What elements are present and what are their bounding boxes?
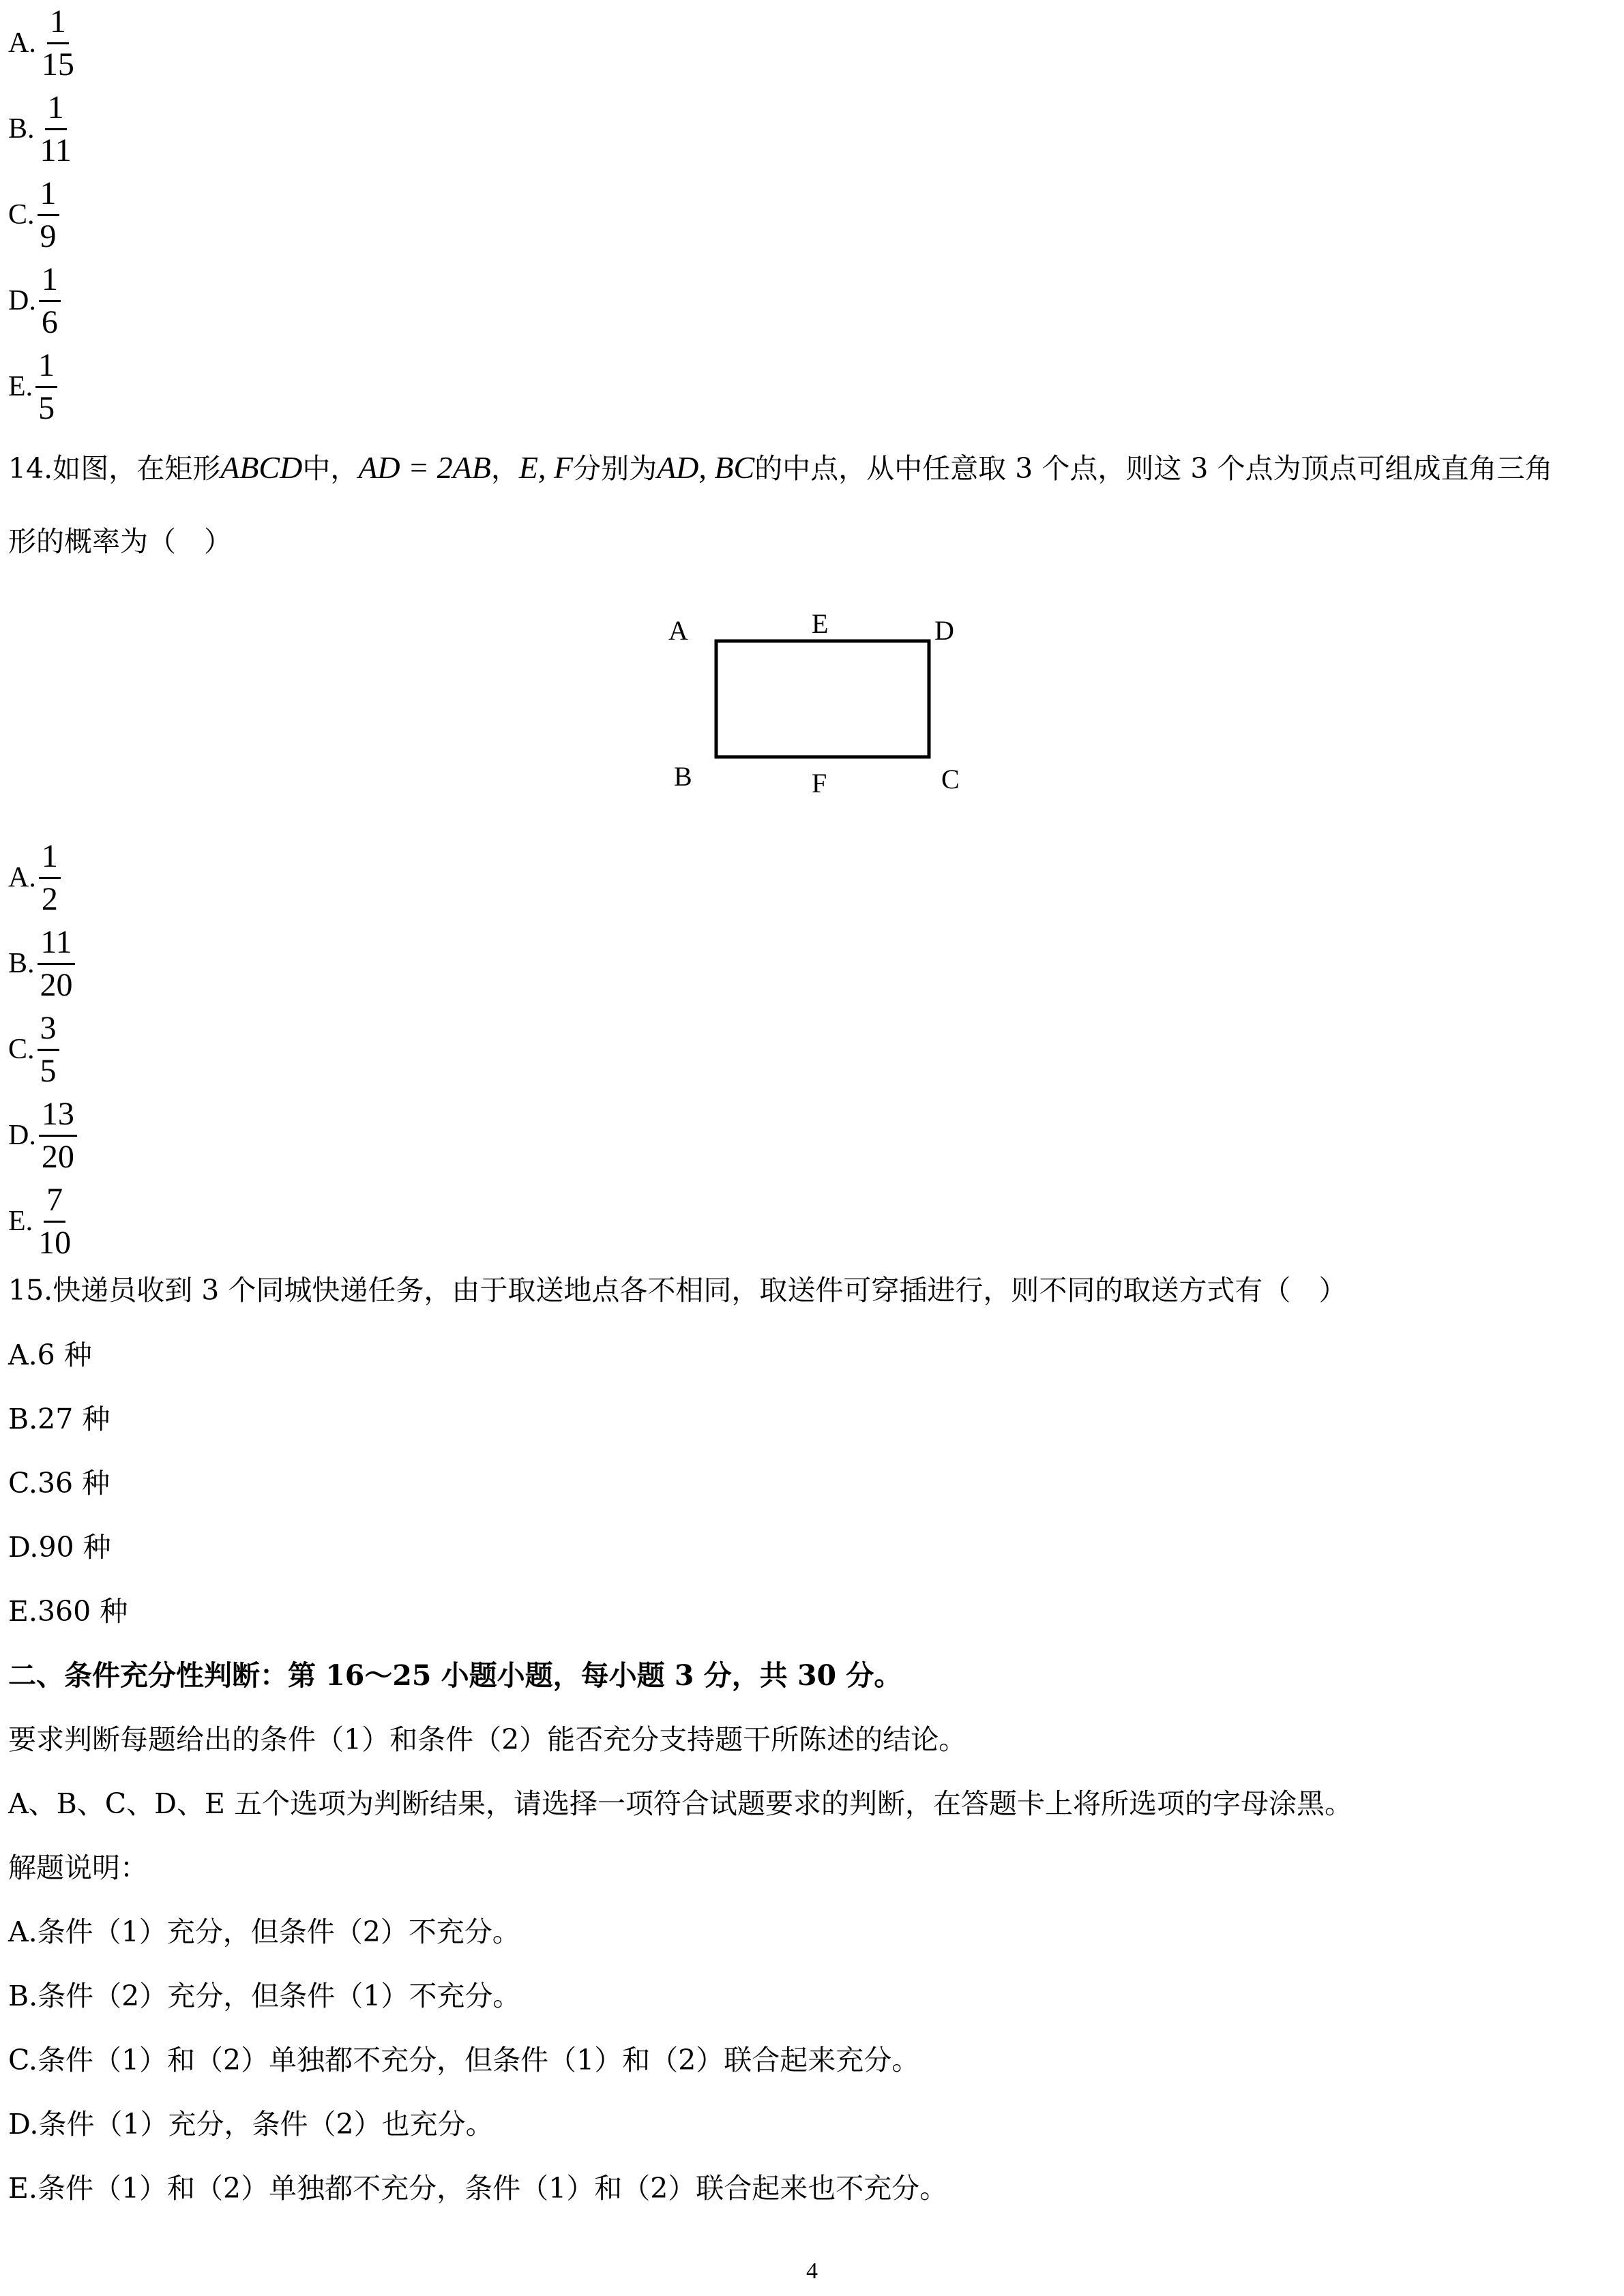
q15-stem: 15.快递员收到 3 个同城快递任务，由于取送地点各不相同，取送件可穿插进行，则不同的取送方式有（ ）: [8, 1274, 1347, 1307]
section2-choose: A、B、C、D、E 五个选项为判断结果，请选择一项符合试题要求的判断，在答题卡上将所选项的字母涂黑。: [8, 1787, 1353, 1820]
fraction: [39, 837, 61, 917]
vertex-label-b: B: [674, 761, 692, 792]
fraction: [39, 1095, 77, 1175]
q14-text-3: ，: [490, 452, 519, 485]
fraction: [38, 91, 74, 167]
denominator: 20: [40, 966, 73, 1003]
numerator: 1: [45, 91, 67, 130]
numerator: 3: [38, 1012, 59, 1051]
fraction: [35, 346, 57, 426]
numerator: 13: [39, 1098, 77, 1137]
section2-heading: 二、条件充分性判断：第 16～25 小题小题，每小题 3 分，共 30 分。: [8, 1659, 902, 1692]
option-label: C.: [8, 1034, 35, 1065]
option-label: D.: [8, 1120, 36, 1151]
numerator: 1: [39, 840, 61, 879]
q14-option-c: [8, 1007, 59, 1092]
vertex-label-d: D: [934, 615, 954, 646]
q14-stem-line1: [8, 449, 1553, 486]
denominator: 5: [40, 1052, 57, 1089]
denominator: 2: [41, 880, 58, 917]
fraction: [39, 260, 61, 340]
explain-a: A.条件（1）充分，但条件（2）不充分。: [8, 1915, 520, 1948]
denominator: 9: [40, 218, 57, 254]
numerator: 7: [44, 1184, 65, 1223]
q14-math-4: AD, BC: [657, 450, 755, 485]
q15-option-a: A.6 种: [8, 1339, 92, 1371]
q15-option-e: E.360 种: [8, 1595, 128, 1628]
midpoint-label-f: F: [812, 768, 827, 799]
q13-option-b: [8, 86, 74, 172]
q13-option-a: [8, 0, 77, 86]
numerator: 11: [38, 926, 74, 965]
q14-text-4: 分别为: [573, 452, 658, 485]
q14-option-b: [8, 921, 76, 1007]
q15-option-d: D.90 种: [8, 1531, 111, 1564]
numerator: 1: [38, 177, 59, 216]
vertex-label-c: C: [941, 764, 960, 794]
option-label: A.: [8, 862, 36, 893]
explain-c: C.条件（1）和（2）单独都不充分，但条件（1）和（2）联合起来充分。: [8, 2044, 920, 2076]
option-label: E.: [8, 371, 33, 402]
explain-d: D.条件（1）充分，条件（2）也充分。: [8, 2108, 494, 2141]
q13-option-d: [8, 258, 61, 344]
q13-option-e: [8, 344, 57, 430]
numerator: 1: [47, 5, 69, 44]
option-label: A.: [8, 27, 36, 59]
q14-text-1: 14.如图，在矩形: [8, 452, 221, 485]
option-label: C.: [8, 199, 35, 230]
option-label: D.: [8, 285, 36, 316]
option-label: B.: [8, 113, 35, 145]
section2-requirement: 要求判断每题给出的条件（1）和条件（2）能否充分支持题干所陈述的结论。: [8, 1723, 967, 1756]
fraction: [38, 177, 59, 253]
q15-option-b: B.27 种: [8, 1403, 110, 1435]
q14-math-2: AD = 2AB: [358, 450, 491, 485]
page-number: 4: [806, 2258, 818, 2284]
fraction: [38, 1009, 59, 1089]
option-label: B.: [8, 948, 35, 979]
q14-option-d: [8, 1092, 77, 1178]
midpoint-label-e: E: [812, 608, 829, 639]
explain-e: E.条件（1）和（2）单独都不充分，条件（1）和（2）联合起来也不充分。: [8, 2172, 948, 2205]
q13-option-c: [8, 172, 59, 258]
q14-text-2: 中，: [302, 452, 359, 485]
q14-stem-line2: 形的概率为（ ）: [8, 525, 232, 558]
q14-math-1: ABCD: [220, 450, 303, 485]
denominator: 15: [41, 46, 74, 83]
rectangle-figure: [648, 593, 989, 811]
q14-math-3: E, F: [518, 450, 574, 485]
fraction: [38, 923, 76, 1003]
denominator: 6: [41, 303, 58, 340]
denominator: 11: [40, 132, 72, 168]
fraction: [39, 5, 77, 81]
q14-text-5: 的中点，从中任意取 3 个点，则这 3 个点为顶点可组成直角三角: [754, 452, 1553, 485]
rectangle-abcd: [716, 641, 929, 757]
explain-b: B.条件（2）充分，但条件（1）不充分。: [8, 1980, 521, 2012]
q15-option-c: C.36 种: [8, 1467, 110, 1500]
denominator: 5: [38, 389, 55, 426]
numerator: 1: [35, 349, 57, 388]
option-label: E.: [8, 1206, 33, 1237]
denominator: 20: [41, 1138, 74, 1175]
q14-option-a: [8, 835, 61, 921]
denominator: 10: [38, 1224, 72, 1261]
section2-explain-title: 解题说明：: [8, 1851, 148, 1884]
fraction: [35, 1181, 74, 1261]
vertex-label-a: A: [668, 615, 688, 646]
q14-option-e: [8, 1178, 74, 1264]
numerator: 1: [39, 263, 61, 302]
